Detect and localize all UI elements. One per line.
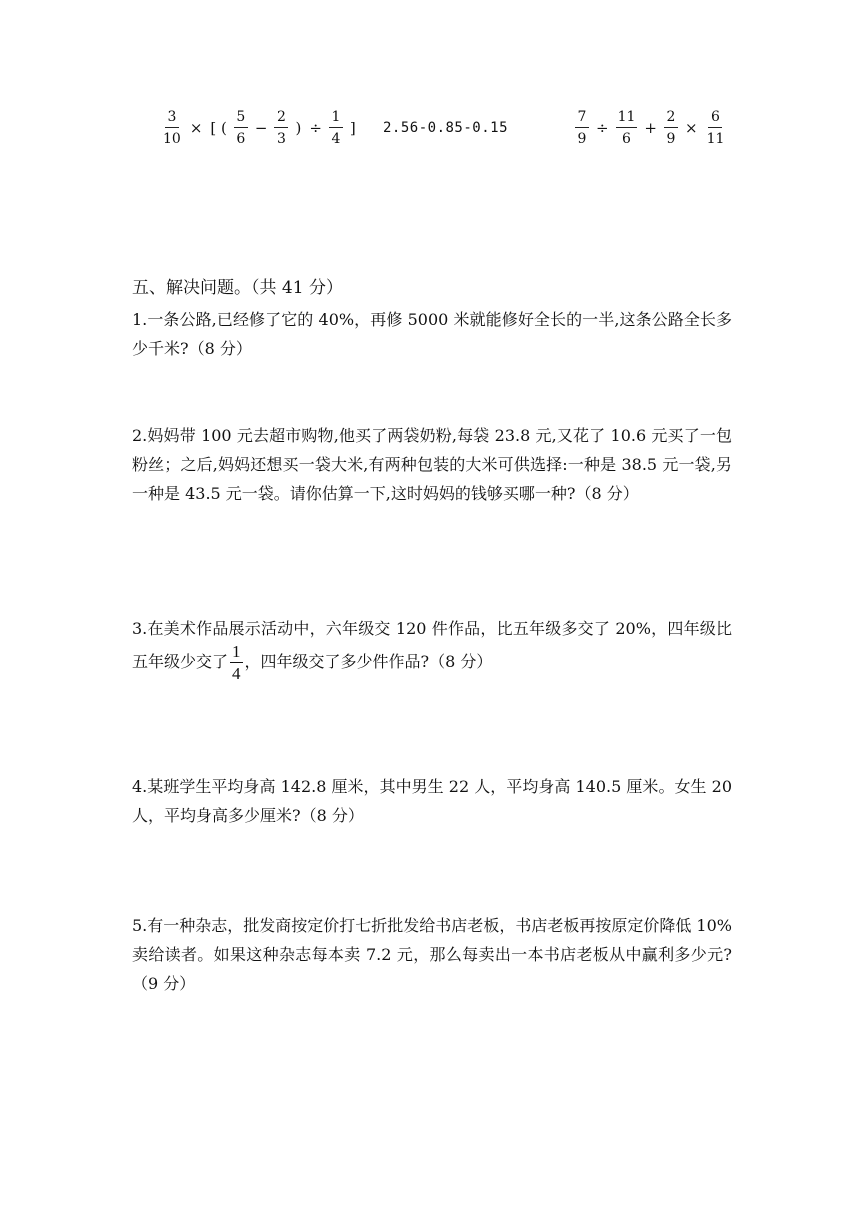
denominator: 9 [577, 131, 587, 147]
denominator: 3 [277, 131, 286, 147]
numerator: 2 [664, 110, 678, 128]
fraction [664, 110, 678, 146]
numerator: 7 [575, 110, 589, 128]
expression-2 [383, 104, 508, 152]
denominator: 6 [622, 131, 631, 147]
numerator: 6 [708, 110, 722, 128]
fraction [616, 110, 638, 146]
problem-4: 4.某班学生平均身高 142.8 厘米，其中男生 22 人，平均身高 140.5 厘米。女生 20 人，平均身高多少厘米?（8 分） [132, 777, 732, 825]
problem-3-text-after: ，四年级交了多少件作品?（8 分） [244, 652, 493, 671]
divide-sign: ÷ [596, 119, 609, 137]
fraction [161, 110, 183, 146]
calculation-row [0, 104, 860, 154]
problem-3-text-before: 3.在美术作品展示活动中，六年级交 120 件作品，比五年级多交了 20%，四年级比五年级少交了 [132, 619, 732, 671]
minus-sign: − [254, 119, 268, 137]
fraction [234, 110, 248, 146]
expression-3 [572, 104, 729, 152]
numerator: 1 [232, 642, 241, 661]
denominator: 6 [236, 131, 246, 147]
close-bracket: ] [349, 119, 356, 137]
denominator: 9 [666, 131, 676, 147]
denominator: 4 [232, 664, 241, 683]
numerator: 2 [274, 110, 288, 128]
denominator: 4 [331, 131, 341, 147]
expression-2-text: 2.56-0.85-0.15 [383, 120, 509, 136]
numerator: 1 [329, 110, 343, 128]
denominator: 10 [163, 131, 181, 147]
fraction [274, 110, 288, 146]
times-sign: × [684, 119, 698, 137]
close-paren: ) [295, 119, 302, 137]
numerator: 5 [234, 110, 248, 128]
expression-1 [158, 104, 360, 152]
fraction [329, 110, 343, 146]
denominator: 11 [706, 131, 725, 147]
open-bracket: [ ( [210, 119, 227, 137]
fraction [705, 110, 727, 146]
numerator: 11 [616, 110, 638, 128]
plus-sign: + [644, 119, 657, 137]
section-title: 五、解决问题。（共 41 分） [132, 278, 343, 298]
inline-fraction [230, 643, 243, 682]
times-sign: × [189, 119, 203, 137]
numerator: 3 [165, 110, 179, 128]
problem-3 [132, 614, 732, 682]
problem-1: 1.一条公路,已经修了它的 40%，再修 5000 米就能修好全长的一半,这条公路全长多少千米?（8 分） [132, 310, 732, 358]
fraction [575, 110, 589, 146]
problem-5: 5.有一种杂志，批发商按定价打七折批发给书店老板，书店老板再按原定价降低 10%卖给读者。如果这种杂志每本卖 7.2 元，那么每卖出一本书店老板从中赢利多少元?（9 分） [132, 916, 732, 993]
divide-sign: ÷ [309, 119, 322, 137]
problem-2: 2.妈妈带 100 元去超市购物,他买了两袋奶粉,每袋 23.8 元,又花了 10.6 元买了一包粉丝；之后,妈妈还想买一袋大米,有两种包装的大米可供选择:一种是 38.5 元一袋,另一种是 43.5 元一袋。请你估算一下,这时妈妈的钱够买哪一种?（8 分） [132, 426, 732, 503]
